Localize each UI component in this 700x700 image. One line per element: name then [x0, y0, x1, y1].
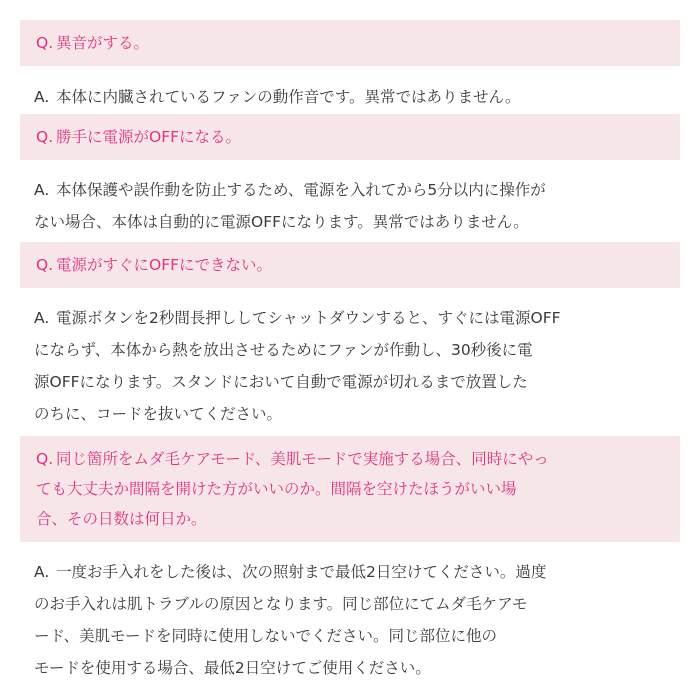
answer-text — [20, 302, 680, 430]
question-line: ても大丈夫か間隔を開けた方がいいのか。間隔を空けたほうがいい場 — [36, 480, 517, 498]
question-prefix: Q. — [36, 256, 54, 274]
faq-item-2 — [20, 114, 680, 238]
faq-item-4 — [20, 436, 680, 684]
faq-item-3 — [20, 242, 680, 430]
question-line: Q. 同じ箇所をムダ毛ケアモード、美肌モードで実施する場合、同時にやっ — [56, 444, 664, 474]
answer-prefix: A. — [34, 563, 50, 581]
answer-line: にならず、本体から熱を放出させるためにファンが作動し、30秒後に電 — [34, 341, 533, 359]
answer-text — [20, 556, 680, 684]
answer-line: A. 本体保護や誤作動を防止するため、電源を入れてから5分以内に操作が — [56, 174, 672, 206]
question-box — [20, 242, 680, 288]
question-line: Q. 電源がすぐにOFFにできない。 — [56, 250, 664, 280]
answer-line: のお手入れは肌トラブルの原因となります。同じ部位にてムダ毛ケアモ — [34, 595, 528, 613]
question-prefix: Q. — [36, 34, 54, 52]
answer-line: A. 本体に内臓されているファンの動作音です。異常ではありません。 — [56, 81, 672, 113]
question-prefix: Q. — [36, 128, 54, 146]
faq-item-1 — [20, 20, 680, 113]
answer-line: A. 一度お手入れをした後は、次の照射まで最低2日空けてください。過度 — [56, 556, 672, 588]
answer-prefix: A. — [34, 309, 50, 327]
answer-prefix: A. — [34, 88, 50, 106]
question-line: Q. 異音がする。 — [56, 28, 664, 58]
question-line: 合、その日数は何日か。 — [36, 510, 207, 528]
question-box — [20, 114, 680, 160]
answer-line: A. 電源ボタンを2秒間長押ししてシャットダウンすると、すぐには電源OFF — [56, 302, 672, 334]
answer-line: モードを使用する場合、最低2日空けてご使用ください。 — [34, 659, 431, 677]
answer-text — [20, 81, 680, 113]
answer-prefix: A. — [34, 181, 50, 199]
answer-text — [20, 174, 680, 238]
answer-line: のちに、コードを抜いてください。 — [34, 405, 283, 423]
answer-line: 源OFFになります。スタンドにおいて自動で電源が切れるまで放置した — [34, 373, 528, 391]
question-box — [20, 20, 680, 66]
answer-line: ない場合、本体は自動的に電源OFFになります。異常ではありません。 — [34, 213, 529, 231]
question-box — [20, 436, 680, 542]
question-line: Q. 勝手に電源がOFFになる。 — [56, 122, 664, 152]
question-prefix: Q. — [36, 450, 54, 468]
answer-line: ード、美肌モードを同時に使用しないでください。同じ部位に他の — [34, 627, 497, 645]
